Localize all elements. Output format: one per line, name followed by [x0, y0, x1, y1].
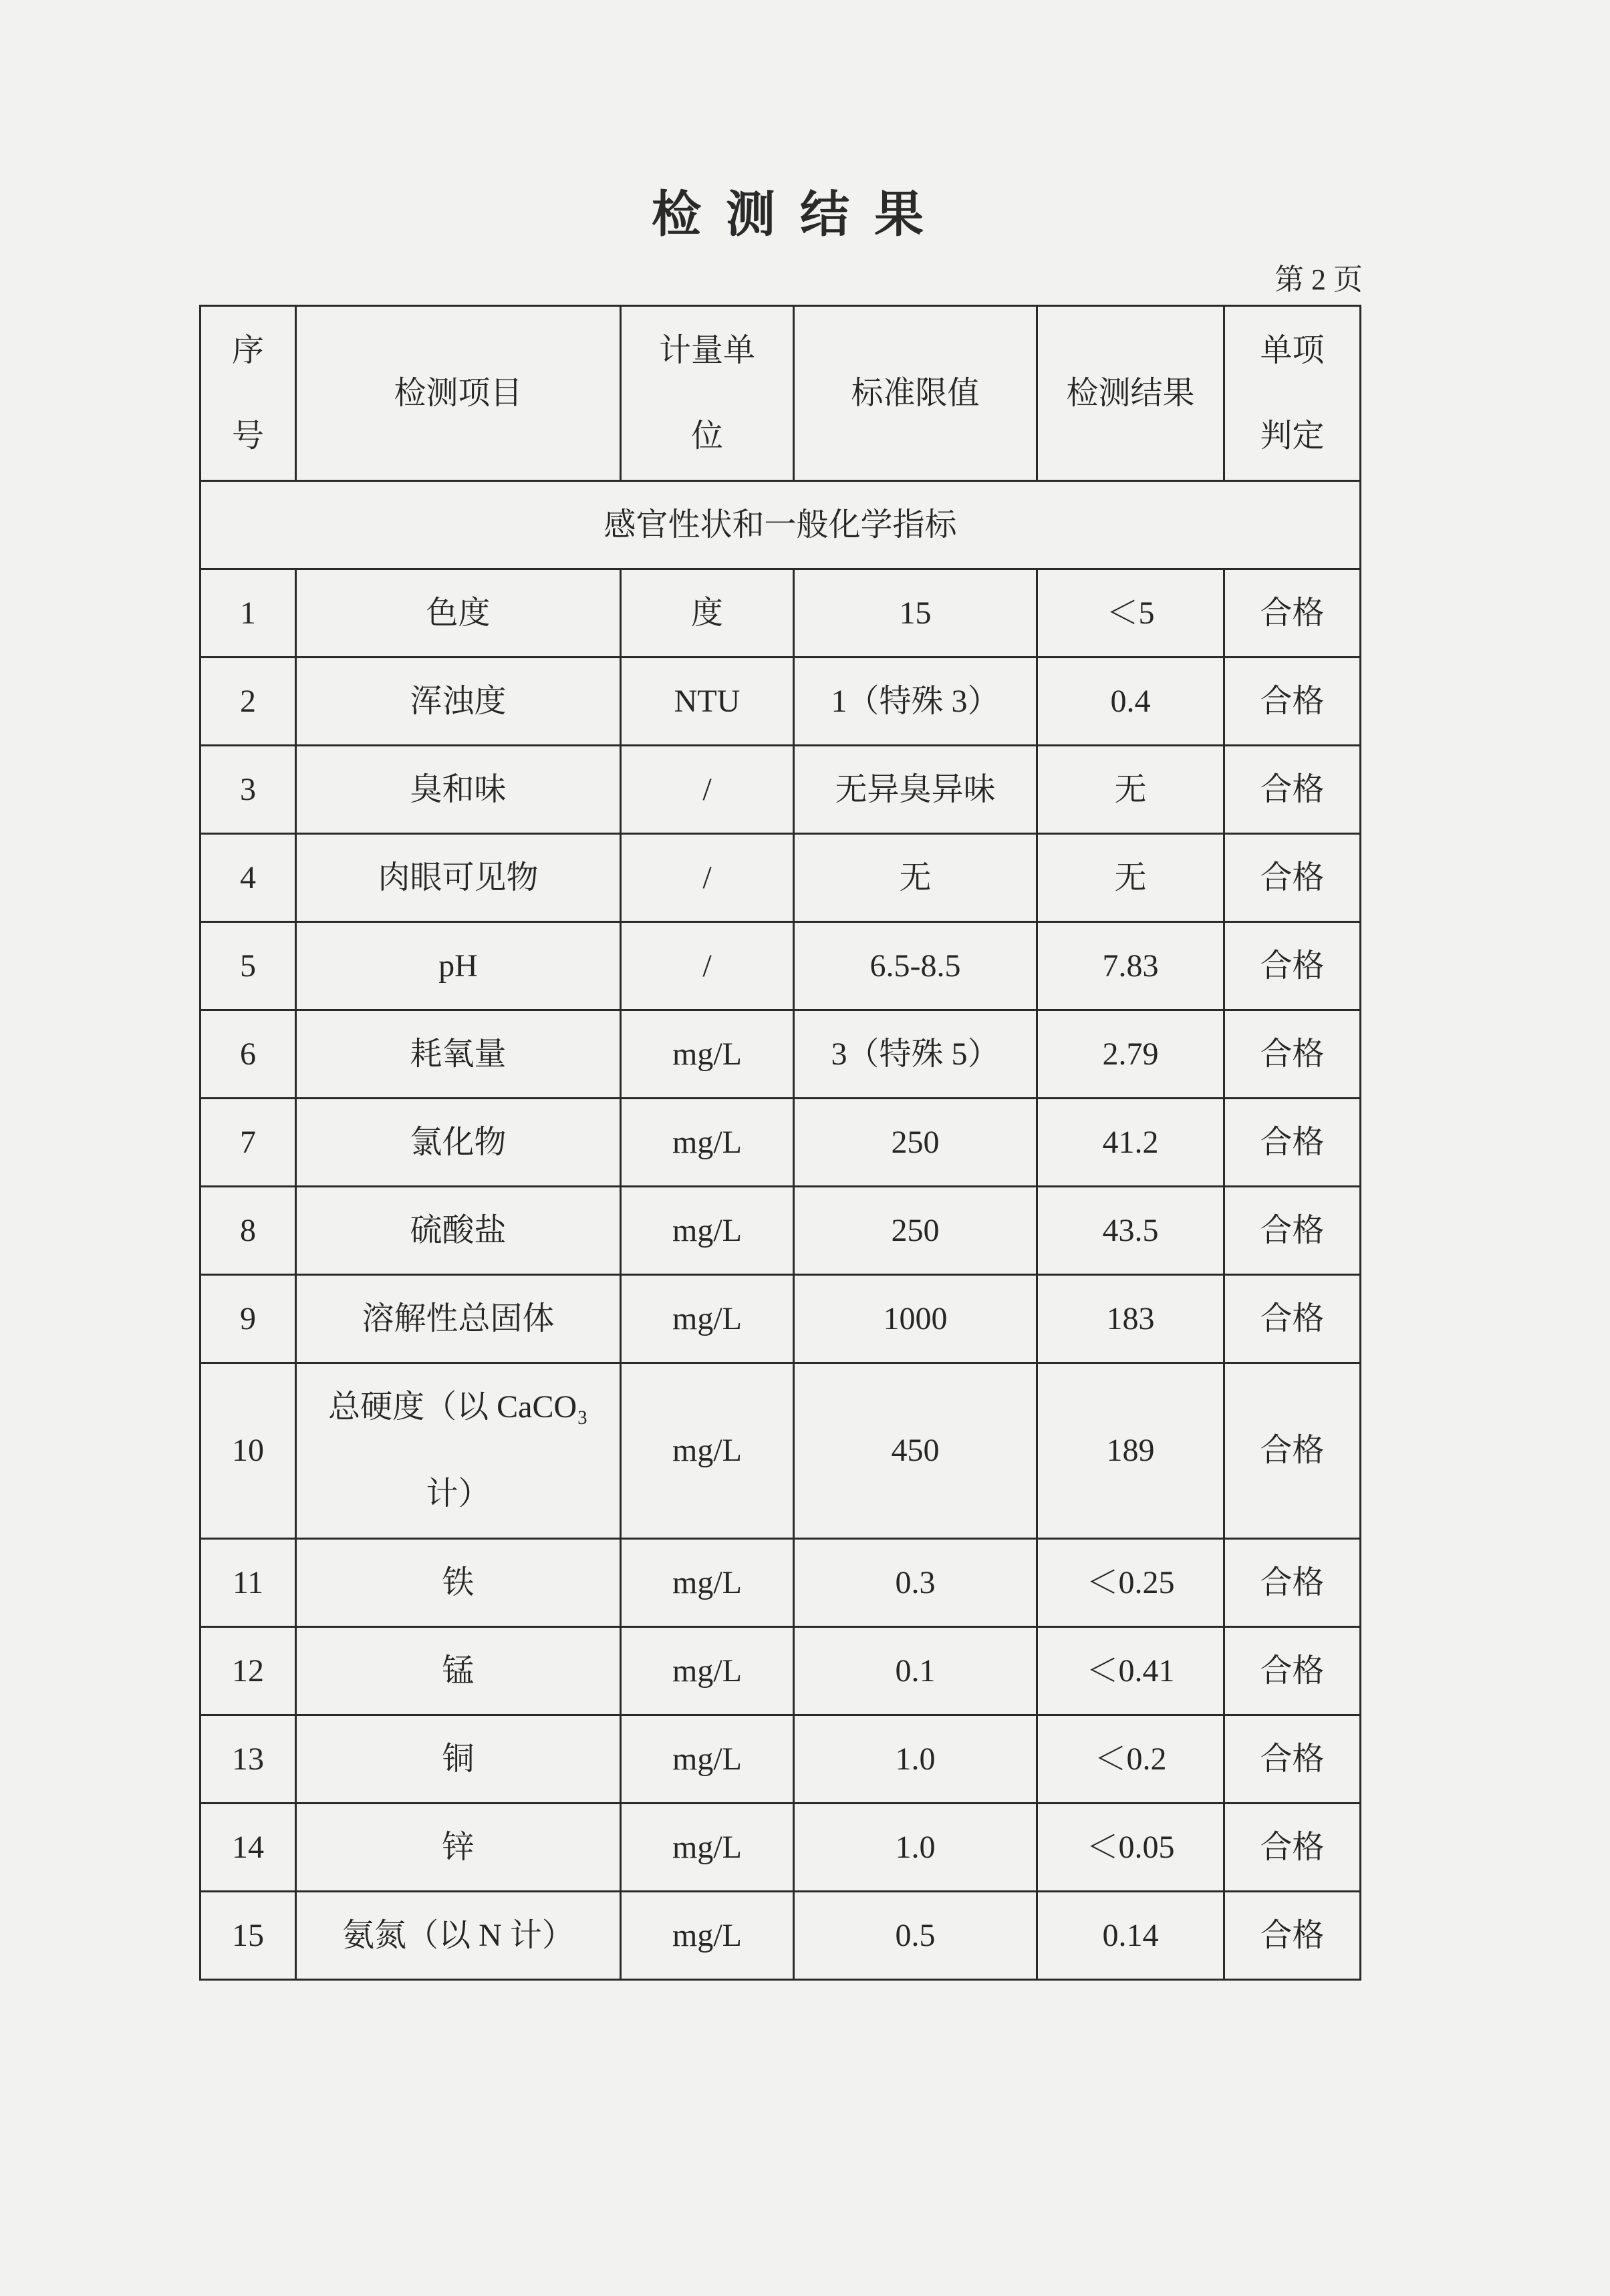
table-header-row [200, 306, 1361, 481]
cell-no: 8 [200, 1187, 296, 1275]
cell-result: ＜0.05 [1037, 1804, 1224, 1892]
cell-unit: mg/L [621, 1099, 794, 1187]
cell-unit: mg/L [621, 1627, 794, 1715]
cell-no: 12 [200, 1627, 296, 1715]
section-title: 感官性状和一般化学指标 [200, 481, 1361, 569]
cell-judgement: 合格 [1224, 658, 1361, 746]
table-row [200, 1539, 1361, 1627]
cell-result: 189 [1037, 1363, 1224, 1539]
cell-no: 11 [200, 1539, 296, 1627]
header-judgement-line2: 判定 [1260, 418, 1325, 454]
cell-item: 总硬度（以 CaCO₃计） [296, 1363, 621, 1539]
cell-judgement: 合格 [1224, 1539, 1361, 1627]
cell-no: 5 [200, 922, 296, 1010]
cell-judgement: 合格 [1224, 834, 1361, 922]
cell-limit: 0.5 [794, 1892, 1037, 1980]
cell-limit: 1.0 [794, 1804, 1037, 1892]
cell-result: 0.4 [1037, 658, 1224, 746]
cell-limit: 1（特殊 3） [794, 658, 1037, 746]
header-result: 检测结果 [1037, 306, 1224, 481]
cell-no: 9 [200, 1275, 296, 1363]
cell-unit: mg/L [621, 1363, 794, 1539]
cell-unit: mg/L [621, 1187, 794, 1275]
cell-result: 无 [1037, 746, 1224, 834]
cell-result: 43.5 [1037, 1187, 1224, 1275]
cell-item: 耗氧量 [296, 1010, 621, 1099]
page-title: 检测结果 [652, 188, 948, 243]
table-row [200, 1892, 1361, 1980]
cell-no: 15 [200, 1892, 296, 1980]
table-row [200, 834, 1361, 922]
header-no [200, 306, 296, 481]
cell-unit: / [621, 834, 794, 922]
cell-judgement: 合格 [1224, 1275, 1361, 1363]
cell-result: 2.79 [1037, 1010, 1224, 1099]
table-row [200, 1010, 1361, 1099]
cell-judgement: 合格 [1224, 1892, 1361, 1980]
cell-no: 7 [200, 1099, 296, 1187]
cell-limit: 0.3 [794, 1539, 1037, 1627]
table-row [200, 746, 1361, 834]
cell-item: 溶解性总固体 [296, 1275, 621, 1363]
cell-result: 无 [1037, 834, 1224, 922]
cell-judgement: 合格 [1224, 922, 1361, 1010]
cell-item: pH [296, 922, 621, 1010]
header-judgement-line1: 单项 [1260, 332, 1325, 368]
cell-item: 铁 [296, 1539, 621, 1627]
header-judgement [1224, 306, 1361, 481]
cell-no: 2 [200, 658, 296, 746]
cell-judgement: 合格 [1224, 1010, 1361, 1099]
cell-unit: mg/L [621, 1539, 794, 1627]
cell-limit: 1000 [794, 1275, 1037, 1363]
page-number: 第 2 页 [1274, 263, 1363, 296]
cell-unit: NTU [621, 658, 794, 746]
cell-unit: mg/L [621, 1275, 794, 1363]
cell-limit: 1.0 [794, 1715, 1037, 1804]
cell-result: 183 [1037, 1275, 1224, 1363]
cell-judgement: 合格 [1224, 1804, 1361, 1892]
cell-unit: / [621, 922, 794, 1010]
header-no-line1: 序 [231, 332, 264, 368]
cell-result: ＜0.41 [1037, 1627, 1224, 1715]
table-row [200, 1804, 1361, 1892]
cell-judgement: 合格 [1224, 1187, 1361, 1275]
cell-no: 6 [200, 1010, 296, 1099]
table-row [200, 1715, 1361, 1804]
table-row [200, 922, 1361, 1010]
header-unit-line2: 位 [690, 418, 723, 454]
cell-item: 肉眼可见物 [296, 834, 621, 922]
cell-item: 臭和味 [296, 746, 621, 834]
table-row [200, 1363, 1361, 1539]
cell-item: 浑浊度 [296, 658, 621, 746]
cell-unit: mg/L [621, 1804, 794, 1892]
cell-item: 硫酸盐 [296, 1187, 621, 1275]
section-row [200, 481, 1361, 569]
cell-limit: 450 [794, 1363, 1037, 1539]
results-table [199, 305, 1361, 1981]
table-row [200, 1275, 1361, 1363]
cell-result: ＜5 [1037, 569, 1224, 658]
header-item: 检测项目 [296, 306, 621, 481]
cell-unit: 度 [621, 569, 794, 658]
cell-result: 7.83 [1037, 922, 1224, 1010]
cell-unit: mg/L [621, 1010, 794, 1099]
cell-unit: mg/L [621, 1715, 794, 1804]
table-row [200, 1627, 1361, 1715]
cell-unit: / [621, 746, 794, 834]
cell-limit: 6.5-8.5 [794, 922, 1037, 1010]
table-row [200, 658, 1361, 746]
cell-limit: 250 [794, 1099, 1037, 1187]
table-row [200, 569, 1361, 658]
cell-item: 锌 [296, 1804, 621, 1892]
cell-limit: 无 [794, 834, 1037, 922]
cell-no: 1 [200, 569, 296, 658]
header-unit [621, 306, 794, 481]
cell-result: 0.14 [1037, 1892, 1224, 1980]
header-no-line2: 号 [231, 418, 264, 454]
cell-judgement: 合格 [1224, 1627, 1361, 1715]
cell-judgement: 合格 [1224, 746, 1361, 834]
cell-limit: 无异臭异味 [794, 746, 1037, 834]
cell-no: 13 [200, 1715, 296, 1804]
cell-judgement: 合格 [1224, 1363, 1361, 1539]
cell-result: ＜0.25 [1037, 1539, 1224, 1627]
cell-no: 14 [200, 1804, 296, 1892]
cell-judgement: 合格 [1224, 1715, 1361, 1804]
cell-limit: 0.1 [794, 1627, 1037, 1715]
cell-no: 10 [200, 1363, 296, 1539]
header-limit: 标准限值 [794, 306, 1037, 481]
cell-unit: mg/L [621, 1892, 794, 1980]
header-unit-line1: 计量单 [658, 332, 755, 368]
cell-item: 色度 [296, 569, 621, 658]
cell-no: 3 [200, 746, 296, 834]
cell-item: 氯化物 [296, 1099, 621, 1187]
cell-item: 锰 [296, 1627, 621, 1715]
cell-limit: 3（特殊 5） [794, 1010, 1037, 1099]
cell-judgement: 合格 [1224, 1099, 1361, 1187]
table-row [200, 1187, 1361, 1275]
cell-item: 铜 [296, 1715, 621, 1804]
cell-limit: 250 [794, 1187, 1037, 1275]
cell-result: 41.2 [1037, 1099, 1224, 1187]
cell-item: 氨氮（以 N 计） [296, 1892, 621, 1980]
table-row [200, 1099, 1361, 1187]
cell-no: 4 [200, 834, 296, 922]
cell-judgement: 合格 [1224, 569, 1361, 658]
cell-limit: 15 [794, 569, 1037, 658]
cell-result: ＜0.2 [1037, 1715, 1224, 1804]
